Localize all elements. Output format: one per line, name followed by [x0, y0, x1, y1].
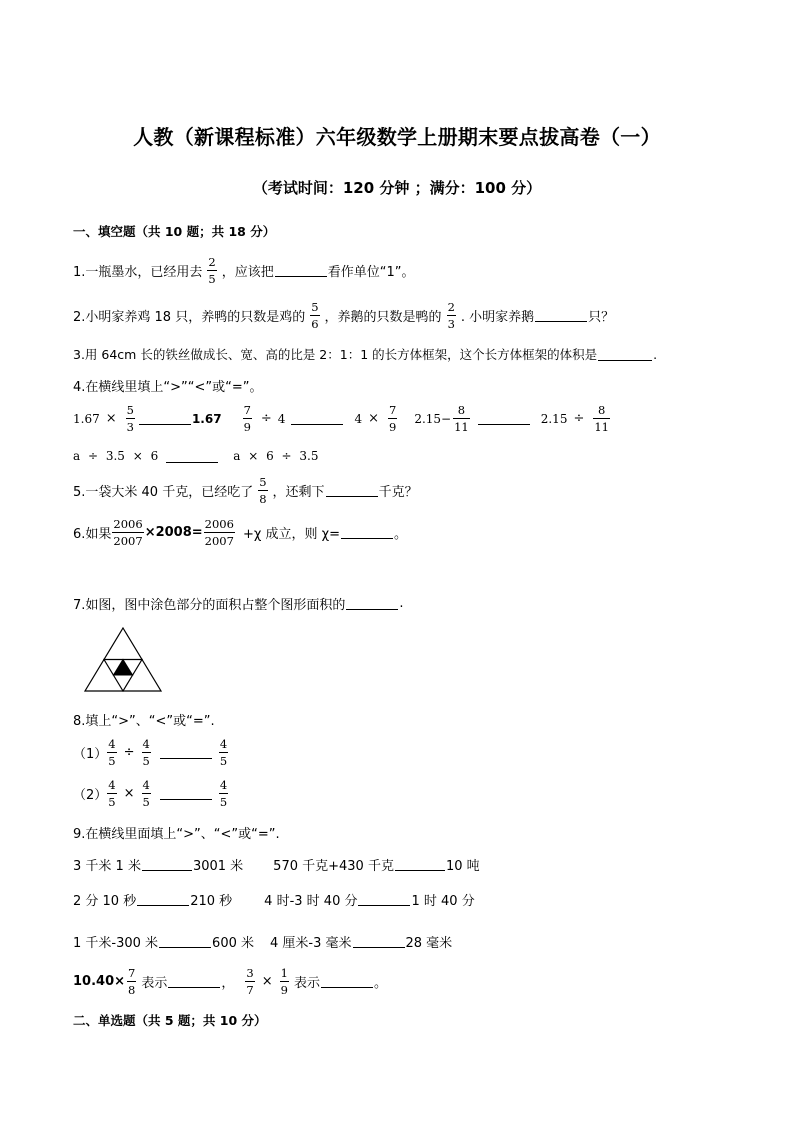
q2-fraction-1: $\frac{5}{6}$	[311, 300, 319, 331]
q9-blank-3[interactable]	[137, 893, 189, 906]
q10-blank-2[interactable]	[321, 975, 373, 988]
q10-fraction-3: $\frac{1}{9}$	[280, 966, 288, 997]
q6-text-4: 。	[394, 527, 408, 542]
q5-text-3: 千克？	[378, 485, 418, 500]
question-9-row-2	[73, 890, 475, 909]
q4-expr6-right: a × 6 ÷ 3.5	[233, 449, 319, 463]
q8-r2-fraction-1: $\frac{4}{5}$	[108, 778, 116, 809]
q4-blank-1[interactable]	[139, 412, 191, 425]
q9-r2-d: 1 时 40 分	[411, 894, 475, 909]
q4-expr2-fraction: $\frac{7}{9}$	[243, 403, 251, 434]
q8-r1-fraction-2: $\frac{4}{5}$	[142, 737, 150, 768]
q4-blank-2[interactable]	[291, 412, 343, 425]
q9-r3-a: 1 千米-300 米	[73, 936, 159, 951]
q9-blank-4[interactable]	[358, 893, 410, 906]
q9-r2-c: 4 时-3 时 40 分	[264, 894, 358, 909]
q9-r1-d: 10 吨	[445, 859, 480, 874]
q9-blank-5[interactable]	[159, 935, 211, 948]
q9-r2-b: 210 秒	[190, 894, 233, 909]
q9-r3-d: 28 毫米	[405, 936, 453, 951]
question-1	[73, 255, 415, 286]
q7-text: 7.如图，图中涂色部分的面积占整个图形面积的	[73, 598, 346, 613]
q8-r1-fraction-1: $\frac{4}{5}$	[108, 737, 116, 768]
q9-blank-1[interactable]	[142, 858, 192, 871]
q10-text-5: 。	[373, 976, 387, 991]
section-fill-in-header: 一、填空题（共 10 题；共 18 分）	[73, 224, 276, 239]
q9-r1-b: 3001 米	[192, 859, 244, 874]
q2-text-4: 只？	[588, 310, 615, 325]
question-5	[73, 475, 418, 506]
question-9-prompt: 9.在横线里面填上“>”、“<”或“=”.	[73, 827, 280, 842]
q4-expr1-number: 1.67	[73, 411, 100, 426]
q8-r2-label: （2）	[73, 788, 108, 803]
q4-blank-3[interactable]	[478, 412, 530, 425]
q2-fraction-2: $\frac{2}{3}$	[447, 300, 455, 331]
q4-expr6: a ÷ 3.5 × 6	[73, 449, 159, 463]
q6-text: 6.如果	[73, 527, 112, 542]
q2-text: 2.小明家养鸡 18 只，养鸭的只数是鸡的	[73, 310, 306, 325]
question-4-row-1: 1.67 × $\frac{5}{3}$ 1.67 $\frac{7}{9}$ ÷ 4 4 × $\frac{7}{9}$ 2.15− $\frac{8}{11}$ 2.15 ÷ $\frac{8}{11}$	[73, 403, 609, 434]
q9-r3-b: 600 米	[212, 936, 254, 951]
question-9-row-3	[73, 932, 452, 951]
q8-r2-fraction-3: $\frac{4}{5}$	[219, 778, 228, 809]
section-single-choice-header: 二、单选题（共 5 题；共 10 分）	[73, 1013, 267, 1028]
q8-r1-fraction-3: $\frac{4}{5}$	[219, 737, 228, 768]
question-4-prompt: 4.在横线里填上“>”“<”或“=”。	[73, 380, 263, 395]
q8-r2-fraction-2: $\frac{4}{5}$	[142, 778, 150, 809]
q4-expr5-number: 2.15	[540, 411, 568, 426]
q5-text: 5.一袋大米 40 千克，已经吃了	[73, 485, 254, 500]
q6-answer-blank[interactable]	[341, 526, 393, 539]
q5-answer-blank[interactable]	[326, 484, 378, 497]
q7-answer-blank[interactable]	[346, 597, 398, 610]
question-4-row-2	[73, 449, 319, 463]
q3-text-2: .	[653, 346, 658, 362]
q1-answer-blank[interactable]	[275, 264, 327, 277]
question-9-row-1	[73, 855, 480, 874]
q6-fraction-1: $\frac{2006}{2007}$	[113, 517, 143, 548]
q9-r1-c: 570 千克+430 千克	[273, 859, 394, 874]
q10-fraction-1: $\frac{7}{8}$	[128, 966, 136, 997]
q1-text-3: 看作单位“1”。	[327, 265, 415, 280]
q9-blank-6[interactable]	[353, 935, 405, 948]
q4-expr3-fraction: $\frac{7}{9}$	[388, 403, 397, 434]
question-10: 10.40× $\frac{7}{8}$ 表示 ， $\frac{3}{7}$ × $\frac{1}{9}$ 表示 。	[73, 966, 387, 997]
q10-blank-1[interactable]	[168, 975, 220, 988]
q7-text-2: .	[399, 596, 404, 611]
q3-answer-blank[interactable]	[598, 348, 652, 361]
exam-info: （考试时间：120 分钟 ；满分：100 分）	[252, 179, 542, 197]
question-2	[73, 300, 614, 331]
question-7	[73, 594, 404, 613]
q8-blank-2[interactable]	[160, 787, 212, 800]
shaded-triangle	[114, 660, 133, 676]
q10-text-4: 表示	[293, 976, 320, 991]
q5-fraction: $\frac{5}{8}$	[259, 475, 267, 506]
q4-blank-4[interactable]	[166, 450, 218, 463]
q4-expr5-fraction: $\frac{8}{11}$	[594, 403, 609, 434]
q8-blank-1[interactable]	[160, 746, 212, 759]
page-title: 人教（新课程标准）六年级数学上册期末要点拔高卷（一）	[133, 125, 661, 149]
q2-text-2: ，养鹅的只数是鸭的	[324, 310, 442, 325]
q9-r3-c: 4 厘米-3 毫米	[270, 936, 352, 951]
q1-text-2: ，应该把	[221, 265, 274, 280]
question-3	[73, 345, 657, 363]
q6-fraction-2: $\frac{2006}{2007}$	[204, 517, 234, 548]
q1-text: 1.一瓶墨水，已经用去	[73, 265, 203, 280]
q8-r1-label: （1）	[73, 747, 108, 762]
question-8-row-1: （1） $\frac{4}{5}$ ÷ $\frac{4}{5}$ $\frac{4}{5}$	[73, 737, 228, 768]
q2-answer-blank[interactable]	[535, 309, 587, 322]
q4-expr4-fraction: $\frac{8}{11}$	[454, 403, 469, 434]
q4-expr3-number: 4	[354, 411, 363, 426]
q3-text: 3.用 64cm 长的铁丝做成长、宽、高的比是 2：1：1 的长方体框架，这个长方体框架的体积是	[73, 347, 598, 362]
q10-text-3: ，	[221, 976, 235, 991]
q9-r1-a: 3 千米 1 米	[73, 859, 141, 874]
q4-expr1-right: 1.67	[191, 411, 222, 426]
q10-text: 10.40×	[73, 974, 126, 989]
q2-text-3: . 小明家养鹅	[460, 310, 535, 325]
q4-expr4-number: 2.15−	[414, 411, 452, 426]
q6-text-2: ×2008=	[144, 525, 203, 540]
q9-r2-a: 2 分 10 秒	[73, 894, 137, 909]
question-8-row-2: （2） $\frac{4}{5}$ × $\frac{4}{5}$ $\frac{4}{5}$	[73, 778, 228, 809]
q9-blank-2[interactable]	[395, 858, 445, 871]
q10-text-2: 表示	[141, 976, 168, 991]
q4-expr1-fraction: $\frac{5}{3}$	[126, 403, 134, 434]
q6-text-3: +χ 成立，则 χ=	[242, 527, 341, 542]
question-8-prompt: 8.填上“>”、“<”或“=”.	[73, 714, 215, 729]
q5-text-2: ，还剩下	[272, 485, 325, 500]
q10-fraction-2: $\frac{3}{7}$	[246, 966, 254, 997]
triangle-figure	[84, 627, 162, 693]
q4-expr2-number: 4	[277, 411, 286, 426]
question-6	[73, 517, 407, 548]
q1-fraction: $\frac{2}{5}$	[208, 255, 216, 286]
